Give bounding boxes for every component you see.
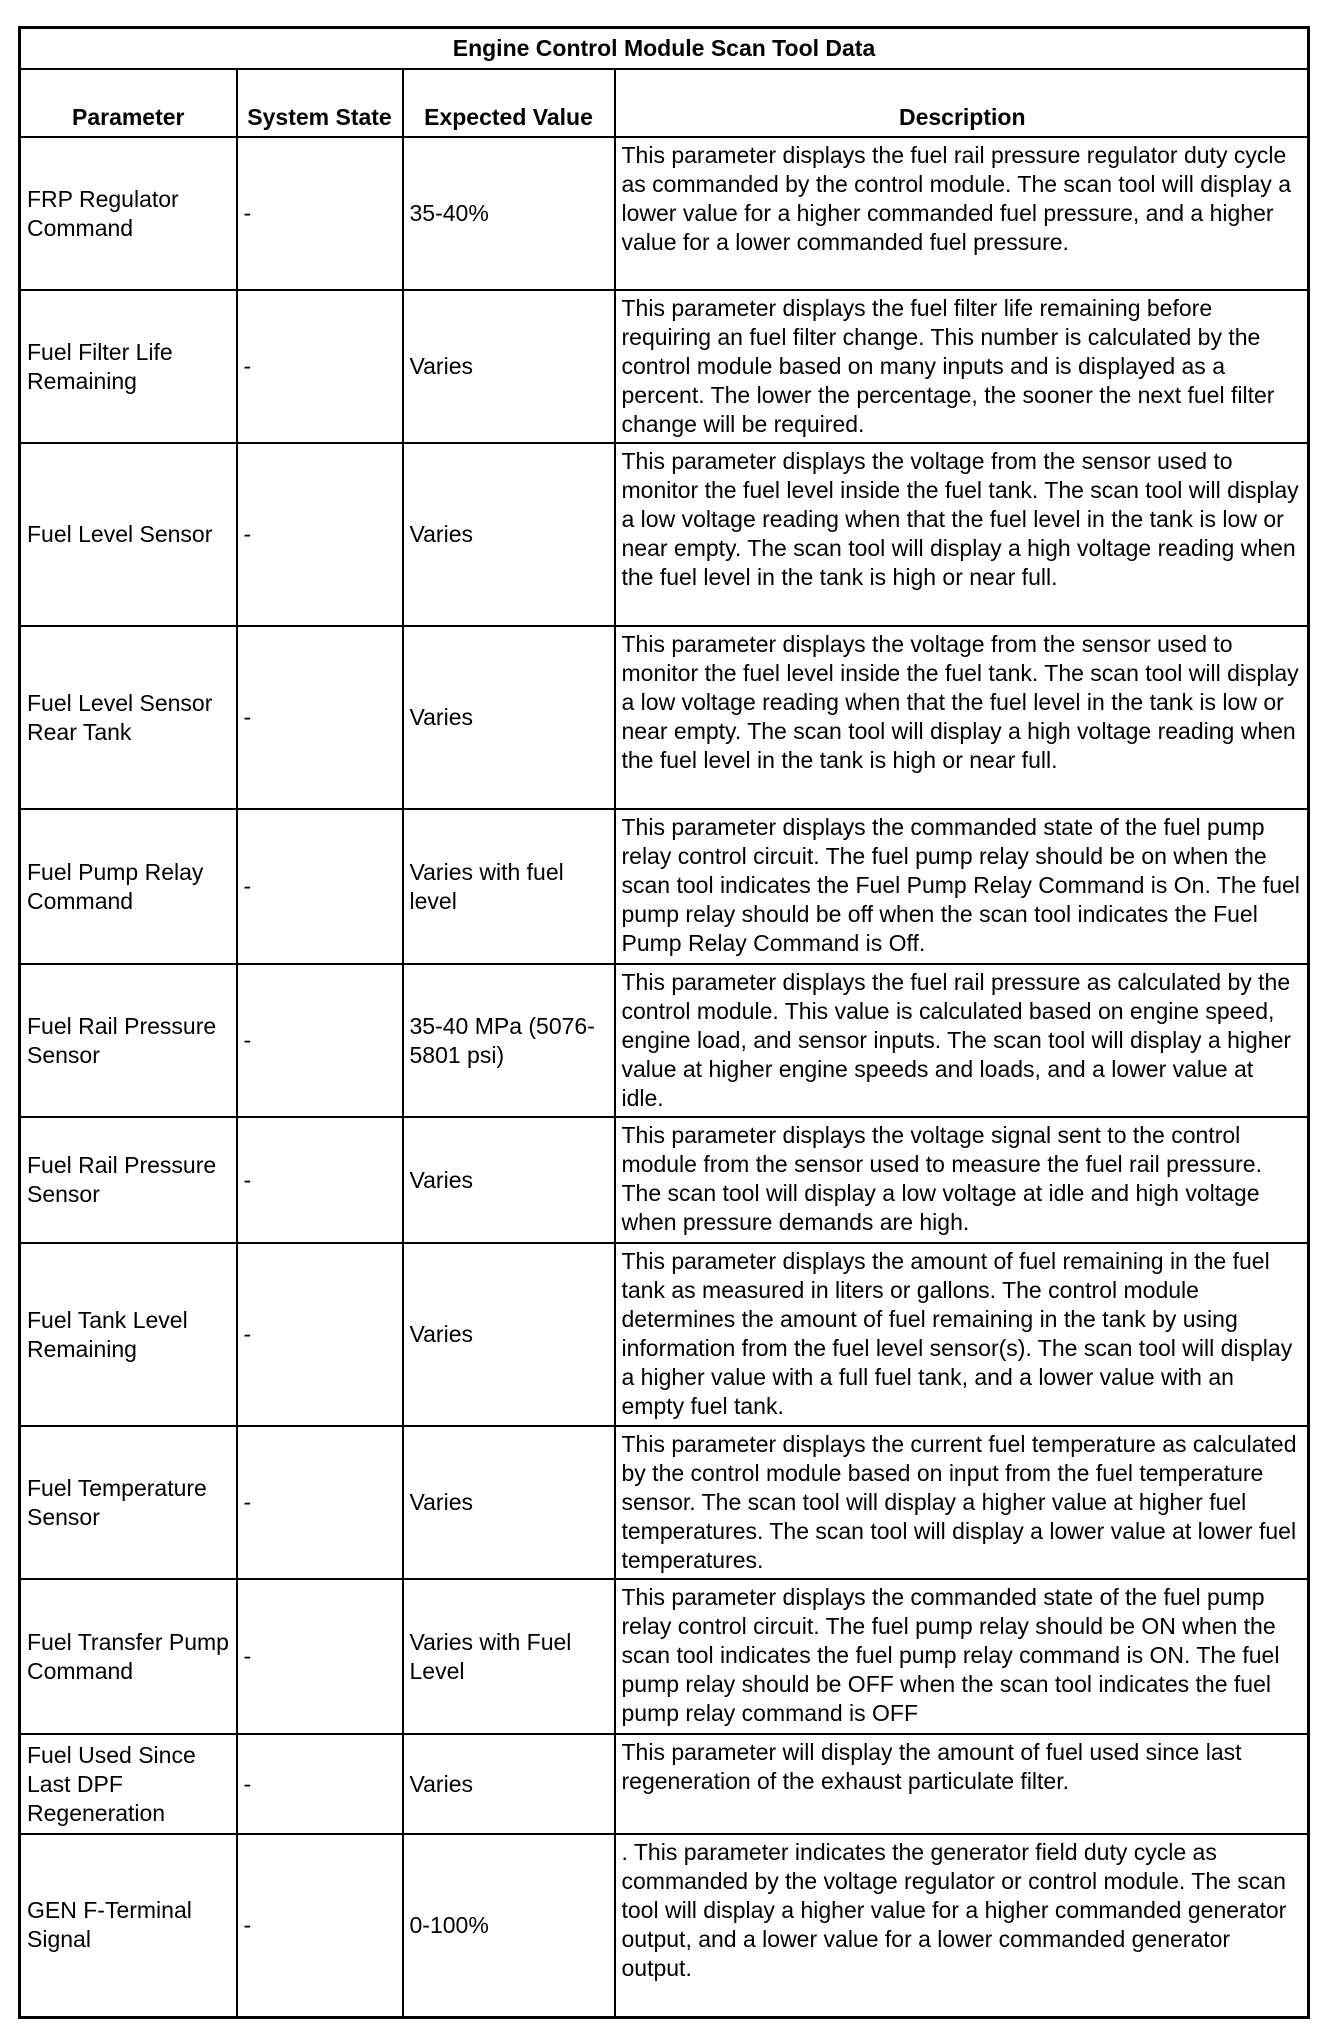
table-row <box>20 443 1309 626</box>
header-expected-value: Expected Value <box>403 69 615 137</box>
system-state-cell: - <box>237 1834 403 2017</box>
table-row <box>20 964 1309 1117</box>
expected-value-cell: Varies <box>403 1117 615 1243</box>
table-row <box>20 137 1309 290</box>
expected-value-cell: Varies with fuel level <box>403 809 615 964</box>
table-title-row <box>20 28 1309 70</box>
header-system-state: System State <box>237 69 403 137</box>
description-cell: This parameter displays the commanded state of the fuel pump relay control circuit. The fuel pump relay should be ON when the scan tool indicates the fuel pump relay command is ON. The fuel pump relay should be OFF when the scan tool indicates the fuel pump relay command is OFF <box>615 1579 1309 1734</box>
table-title: Engine Control Module Scan Tool Data <box>20 28 1309 70</box>
table-row <box>20 626 1309 809</box>
header-parameter: Parameter <box>20 69 237 137</box>
parameter-cell: Fuel Level Sensor Rear Tank <box>20 626 237 809</box>
description-cell: This parameter displays the voltage signal sent to the control module from the sensor used to measure the fuel rail pressure. The scan tool will display a low voltage at idle and high voltage when pressure demands are high. <box>615 1117 1309 1243</box>
system-state-cell: - <box>237 1117 403 1243</box>
system-state-cell: - <box>237 290 403 443</box>
expected-value-cell: 35-40 MPa (5076-5801 psi) <box>403 964 615 1117</box>
table-row <box>20 1426 1309 1579</box>
expected-value-cell: Varies <box>403 290 615 443</box>
description-cell: This parameter displays the voltage from the sensor used to monitor the fuel level inside the fuel tank. The scan tool will display a low voltage reading when that the fuel level in the tank is low or near empty. The scan tool will display a high voltage reading when the fuel level in the tank is high or near full. <box>615 443 1309 626</box>
table-header-row <box>20 69 1309 137</box>
scan-tool-data-table <box>18 26 1310 2019</box>
table-row <box>20 1734 1309 1834</box>
parameter-cell: Fuel Temperature Sensor <box>20 1426 237 1579</box>
system-state-cell: - <box>237 1734 403 1834</box>
table-row <box>20 1117 1309 1243</box>
table-row <box>20 1834 1309 2017</box>
description-cell: . This parameter indicates the generator field duty cycle as commanded by the voltage regulator or control module. The scan tool will display a higher value for a higher commanded generator output, and a lower value for a lower commanded generator output. <box>615 1834 1309 2017</box>
table-row <box>20 1579 1309 1734</box>
description-cell: This parameter will display the amount of fuel used since last regeneration of the exhaust particulate filter. <box>615 1734 1309 1834</box>
description-cell: This parameter displays the fuel rail pressure as calculated by the control module. This value is calculated based on engine speed, engine load, and sensor inputs. The scan tool will display a higher value at higher engine speeds and loads, and a lower value at idle. <box>615 964 1309 1117</box>
parameter-cell: Fuel Pump Relay Command <box>20 809 237 964</box>
parameter-cell: FRP Regulator Command <box>20 137 237 290</box>
parameter-cell: Fuel Rail Pressure Sensor <box>20 1117 237 1243</box>
system-state-cell: - <box>237 1579 403 1734</box>
parameter-cell: Fuel Level Sensor <box>20 443 237 626</box>
expected-value-cell: Varies <box>403 1426 615 1579</box>
expected-value-cell: Varies <box>403 1243 615 1426</box>
table-body <box>20 137 1309 2017</box>
system-state-cell: - <box>237 137 403 290</box>
description-cell: This parameter displays the voltage from the sensor used to monitor the fuel level inside the fuel tank. The scan tool will display a low voltage reading when that the fuel level in the tank is low or near empty. The scan tool will display a high voltage reading when the fuel level in the tank is high or near full. <box>615 626 1309 809</box>
expected-value-cell: Varies with Fuel Level <box>403 1579 615 1734</box>
parameter-cell: GEN F-Terminal Signal <box>20 1834 237 2017</box>
table-row <box>20 290 1309 443</box>
description-cell: This parameter displays the amount of fuel remaining in the fuel tank as measured in liters or gallons. The control module determines the amount of fuel remaining in the tank by using information from the fuel level sensor(s). The scan tool will display a higher value with a full fuel tank, and a lower value with an empty fuel tank. <box>615 1243 1309 1426</box>
description-cell: This parameter displays the current fuel temperature as calculated by the control module based on input from the fuel temperature sensor. The scan tool will display a higher value at higher fuel temperatures. The scan tool will display a lower value at lower fuel temperatures. <box>615 1426 1309 1579</box>
parameter-cell: Fuel Tank Level Remaining <box>20 1243 237 1426</box>
parameter-cell: Fuel Transfer Pump Command <box>20 1579 237 1734</box>
expected-value-cell: 0-100% <box>403 1834 615 2017</box>
expected-value-cell: Varies <box>403 443 615 626</box>
system-state-cell: - <box>237 964 403 1117</box>
header-description: Description <box>615 69 1309 137</box>
table-row <box>20 1243 1309 1426</box>
system-state-cell: - <box>237 1426 403 1579</box>
parameter-cell: Fuel Rail Pressure Sensor <box>20 964 237 1117</box>
expected-value-cell: Varies <box>403 626 615 809</box>
description-cell: This parameter displays the commanded state of the fuel pump relay control circuit. The fuel pump relay should be on when the scan tool indicates the Fuel Pump Relay Command is On. The fuel pump relay should be off when the scan tool indicates the Fuel Pump Relay Command is Off. <box>615 809 1309 964</box>
system-state-cell: - <box>237 443 403 626</box>
system-state-cell: - <box>237 626 403 809</box>
parameter-cell: Fuel Filter Life Remaining <box>20 290 237 443</box>
parameter-cell: Fuel Used Since Last DPF Regeneration <box>20 1734 237 1834</box>
system-state-cell: - <box>237 809 403 964</box>
expected-value-cell: Varies <box>403 1734 615 1834</box>
table-row <box>20 809 1309 964</box>
description-cell: This parameter displays the fuel rail pressure regulator duty cycle as commanded by the control module. The scan tool will display a lower value for a higher commanded fuel pressure, and a higher value for a lower commanded fuel pressure. <box>615 137 1309 290</box>
expected-value-cell: 35-40% <box>403 137 615 290</box>
description-cell: This parameter displays the fuel filter life remaining before requiring an fuel filter change. This number is calculated by the control module based on many inputs and is displayed as a percent. The lower the percentage, the sooner the next fuel filter change will be required. <box>615 290 1309 443</box>
system-state-cell: - <box>237 1243 403 1426</box>
